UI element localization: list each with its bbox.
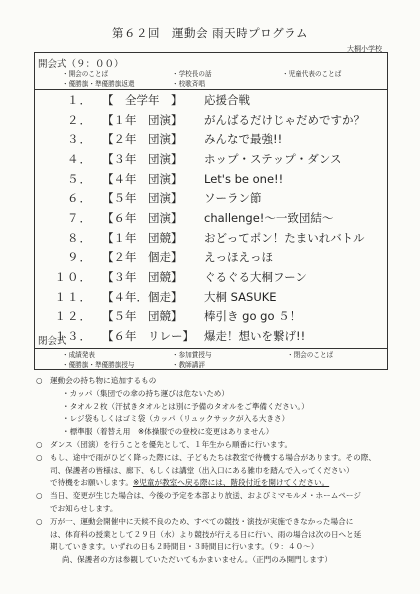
program-category: 【６年 団演】 bbox=[102, 210, 183, 225]
note-text: でお知らせします。 bbox=[50, 503, 118, 513]
notes-section bbox=[36, 375, 394, 567]
program-row bbox=[34, 129, 388, 149]
opening-item: ・優勝旗・準優勝旗返還 bbox=[62, 80, 135, 88]
program-category: 【２年 個走】 bbox=[102, 250, 183, 265]
note-subitem: ・標準服（着替え用 ※体操服での登校に変更はありません） bbox=[62, 427, 274, 437]
program-row bbox=[34, 228, 388, 248]
note-emphasis: ※児童が教室へ戻る際には、階段付近を開けてください。 bbox=[132, 478, 330, 488]
note-text: 運動会の持ち物に追加するもの bbox=[50, 376, 157, 385]
bullet-circle-icon: ○ bbox=[36, 452, 43, 462]
program-number: １１． bbox=[54, 289, 92, 304]
program-category: 【６年 リレー】 bbox=[102, 329, 194, 344]
program-title: ホップ・ステップ・ダンス bbox=[204, 151, 342, 166]
note-item bbox=[36, 516, 394, 529]
program-number: ３． bbox=[67, 132, 92, 147]
note-subitem: ・カッパ（集団での傘の持ち運びは危ないため） bbox=[62, 388, 229, 398]
closing-item: ・参加賞授与 bbox=[172, 351, 212, 359]
program-list bbox=[34, 90, 388, 346]
opening-item: ・学校長の話 bbox=[172, 70, 212, 78]
program-number: １． bbox=[67, 92, 92, 107]
opening-row bbox=[62, 79, 382, 89]
program-row bbox=[34, 188, 388, 208]
closing-item: ・教師講評 bbox=[172, 361, 205, 369]
program-row bbox=[34, 267, 388, 287]
note-item bbox=[36, 439, 394, 452]
program-category: 【３年 団演】 bbox=[102, 151, 183, 166]
opening-ceremony-items bbox=[62, 69, 382, 89]
note-subitem: ・タオル２枚（汗拭きタオルとは別に予備のタオルをご準備ください。） bbox=[62, 401, 309, 411]
note-subitem: ・レジ袋もしくはゴミ袋（カッパ（リュックサックが入る大きさ） bbox=[62, 414, 290, 424]
note-item bbox=[36, 452, 394, 465]
program-category: 【５年 団演】 bbox=[102, 191, 183, 206]
school-name: 大桐小学校 bbox=[347, 45, 382, 53]
program-title: 爆走！想いを繋げ!! bbox=[204, 329, 306, 344]
program-row bbox=[34, 110, 388, 130]
program-title: 応援合戦 bbox=[204, 92, 250, 107]
program-category: 【４年 団演】 bbox=[102, 171, 183, 186]
program-title: challenge!〜一致団結〜 bbox=[204, 210, 334, 225]
program-category: 【４年．個走】 bbox=[102, 289, 183, 304]
opening-ceremony-heading: 開会式（９：００） bbox=[38, 59, 124, 70]
note-item bbox=[36, 541, 394, 554]
note-item bbox=[36, 554, 394, 567]
program-row bbox=[34, 90, 388, 110]
bullet-circle-icon: ○ bbox=[36, 439, 43, 449]
note-text: 万が一、運動会開催中に天候不良のため、すべての競技・演技が実施できなかった場合に bbox=[50, 516, 354, 526]
note-text: で待機をお願いします。 bbox=[50, 478, 133, 488]
program-title: えっほえっほ bbox=[204, 250, 273, 265]
closing-item: ・閉会のことば bbox=[287, 351, 334, 359]
note-item bbox=[36, 477, 394, 490]
program-number: ９． bbox=[67, 250, 92, 265]
divider bbox=[34, 348, 388, 349]
program-number: ８． bbox=[67, 230, 92, 245]
closing-ceremony-items bbox=[62, 350, 382, 370]
program-row bbox=[34, 169, 388, 189]
note-item bbox=[36, 375, 394, 388]
note-item bbox=[36, 503, 394, 516]
program-category: 【２年 団演】 bbox=[102, 132, 183, 147]
program-title: ソーラン節 bbox=[204, 191, 262, 206]
program-number: １０． bbox=[54, 270, 92, 285]
note-item bbox=[36, 490, 394, 503]
program-title: みんなで最強!! bbox=[204, 132, 283, 147]
program-title: がんばるだけじゃだめですか？ bbox=[204, 112, 365, 127]
program-number: １３． bbox=[54, 329, 92, 344]
bullet-circle-icon: ○ bbox=[36, 376, 43, 385]
note-text: は、体育科の授業として２９日（水）より競技が行える日に行い、雨の場合は次の日へと延 bbox=[50, 529, 362, 539]
opening-row bbox=[62, 69, 382, 79]
note-text: 期していきます。いずれの日も２時間目・３時間目に行います。（９：４０〜） bbox=[50, 542, 319, 552]
program-number: ６． bbox=[67, 191, 92, 206]
program-title: ぐるぐる大桐フーン bbox=[204, 270, 307, 285]
opening-item: ・児童代表のことば bbox=[282, 70, 342, 78]
program-row bbox=[34, 149, 388, 169]
note-item bbox=[36, 465, 394, 478]
program-title: おどってポン！たまいれバトル bbox=[204, 230, 365, 245]
program-row bbox=[34, 307, 388, 327]
program-title: Let's be one!! bbox=[204, 171, 284, 186]
program-number: ４． bbox=[67, 151, 92, 166]
page-title: 第６２回 運動会 雨天時プログラム bbox=[111, 26, 309, 40]
closing-row bbox=[62, 360, 382, 370]
note-text: ダンス（団演）を行うことを優先として、１年生から順番に行います。 bbox=[50, 439, 293, 449]
program-category: 【５年 団競】 bbox=[102, 309, 183, 324]
opening-item: ・校歌斉唱 bbox=[172, 80, 205, 88]
program-row bbox=[34, 287, 388, 307]
program-title: 棒引き go go ５！ bbox=[204, 309, 302, 324]
closing-row bbox=[62, 350, 382, 360]
program-number: １２． bbox=[54, 309, 92, 324]
closing-item: ・優勝旗・準優勝旗授与 bbox=[62, 361, 135, 369]
program-category: 【 全学年 】 bbox=[102, 92, 183, 107]
bullet-circle-icon: ○ bbox=[36, 516, 43, 526]
bullet-circle-icon: ○ bbox=[36, 491, 43, 501]
program-number: ５． bbox=[67, 171, 92, 186]
program-title: 大桐 SASUKE bbox=[204, 289, 277, 304]
program-row bbox=[34, 326, 388, 346]
program-row bbox=[34, 248, 388, 268]
program-category: 【１年 団演】 bbox=[102, 112, 183, 127]
program-number: ２． bbox=[67, 112, 92, 127]
program-row bbox=[34, 208, 388, 228]
note-text: 当日、変更が生じた場合は、今後の予定を本部より放送、およびミマモルメ・ホームページ bbox=[50, 491, 361, 501]
note-item bbox=[36, 529, 394, 542]
program-category: 【１年 団競】 bbox=[102, 230, 183, 245]
note-text: もし、途中で雨がひどく降った際には、子どもたちは教室で待機する場合があります。その際、 bbox=[50, 452, 376, 462]
opening-item: ・開会のことば bbox=[62, 70, 109, 78]
closing-item: ・成績発表 bbox=[62, 351, 95, 359]
closing-ceremony-heading: 閉会式 bbox=[38, 336, 67, 347]
note-text: 司、保護者の皆様は、廊下、もしくは講堂（出入口にある雑巾を踏んで入ってください） bbox=[50, 465, 354, 475]
program-category: 【３年 団競】 bbox=[102, 270, 183, 285]
note-text: 尚、保護者の方は参観していただいてもかまいません。（正門のみ開門します） bbox=[62, 555, 333, 565]
program-number: ７． bbox=[67, 210, 92, 225]
